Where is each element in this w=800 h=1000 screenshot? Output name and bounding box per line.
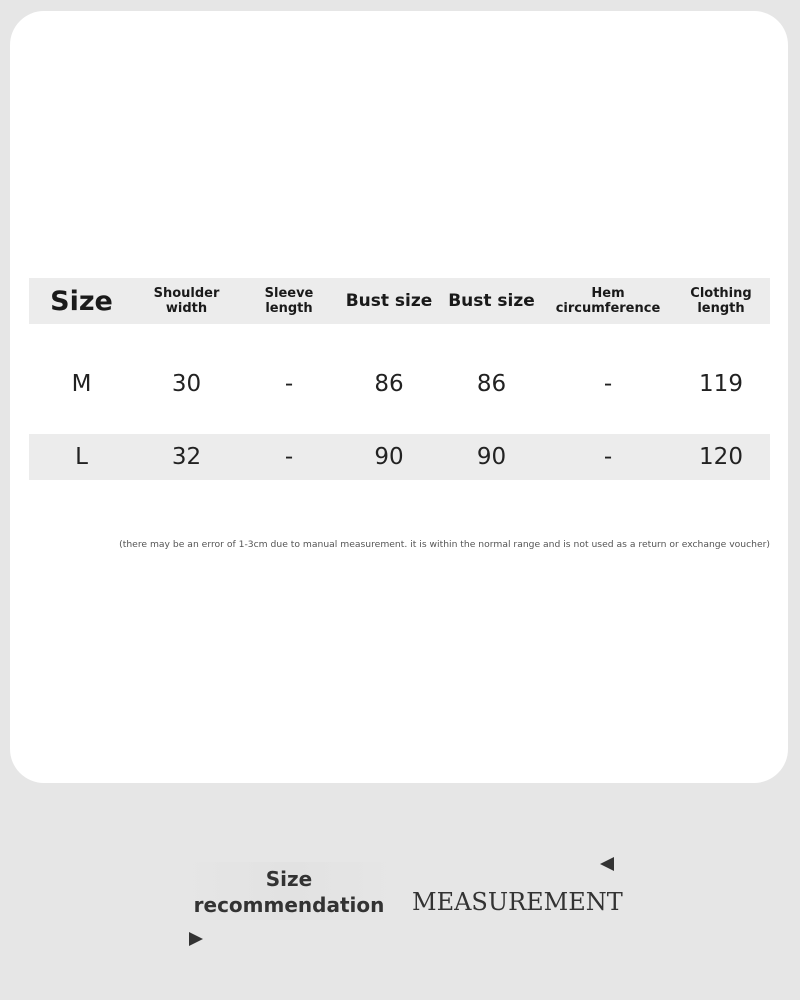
header-bust-size-1: Bust size (345, 291, 433, 311)
measurement-label: MEASUREMENT (412, 888, 623, 916)
cell-clothing-length: 119 (699, 371, 743, 397)
cell-hem-circumference: - (603, 444, 613, 470)
size-label: Size (265, 867, 313, 891)
header-size: Size (50, 285, 113, 317)
table-row (29, 434, 770, 480)
size-recommendation-label (178, 862, 400, 920)
cell-bust-size-2: 90 (476, 444, 507, 470)
triangle-right-icon (189, 932, 203, 946)
cell-clothing-length: 120 (699, 444, 743, 470)
cell-size: M (71, 371, 92, 397)
cell-shoulder-width: 32 (171, 444, 202, 470)
cell-bust-size-1: 86 (374, 371, 404, 397)
measurement-disclaimer: (there may be an error of 1-3cm due to manual measurement. it is within the normal range and is not used as a return or exchange voucher) (119, 539, 770, 550)
recommendation-label: recommendation (193, 893, 385, 917)
header-shoulder-width: Shoulder width (153, 286, 220, 316)
triangle-left-icon (600, 857, 614, 871)
cell-bust-size-1: 90 (374, 444, 404, 470)
cell-sleeve-length: - (284, 444, 294, 470)
header-sleeve-length: Sleeve length (264, 286, 314, 316)
cell-bust-size-2: 86 (476, 371, 507, 397)
cell-size: L (75, 444, 88, 470)
table-row (29, 334, 770, 434)
table-header-row (29, 278, 770, 324)
header-bust-size-2: Bust size (448, 291, 535, 311)
cell-hem-circumference: - (603, 371, 613, 397)
cell-sleeve-length: - (284, 371, 294, 397)
cell-shoulder-width: 30 (171, 371, 202, 397)
size-table (29, 278, 770, 480)
header-hem-circumference: Hem circumference (555, 286, 661, 316)
header-clothing-length: Clothing length (690, 286, 752, 316)
